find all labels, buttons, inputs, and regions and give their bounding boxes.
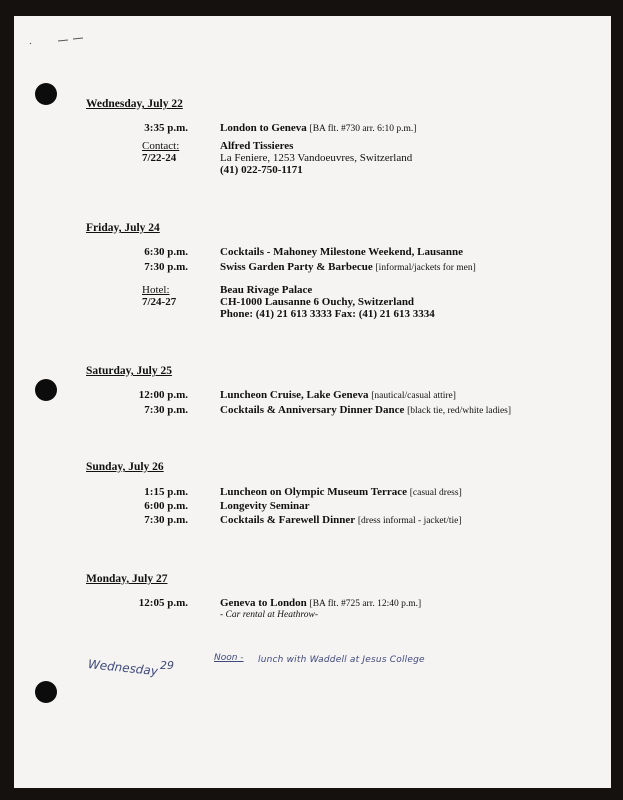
event-time: 7:30 p.m. <box>144 261 188 273</box>
event-time: 7:30 p.m. <box>144 514 188 526</box>
handwritten-note: lunch with Waddell at Jesus College <box>258 655 425 665</box>
contact-address: La Feniere, 1253 Vandoeuvres, Switzerland <box>220 152 413 164</box>
event-time: 6:00 p.m. <box>144 500 188 512</box>
contact-phone: (41) 022-750-1171 <box>220 164 303 176</box>
handwritten-date: 29 <box>160 659 174 672</box>
event-title: Cocktails & Anniversary Dinner Dance <box>220 404 405 416</box>
hotel-name: Beau Rivage Palace <box>220 284 313 296</box>
event-item <box>220 486 462 498</box>
event-note: [nautical/casual attire] <box>371 391 456 401</box>
event-time: 12:00 p.m. <box>138 389 188 401</box>
event-item <box>220 261 476 273</box>
document-page <box>14 16 611 788</box>
event-note: [dress informal - jacket/tie] <box>357 516 462 526</box>
event-title: Swiss Garden Party & Barbecue <box>220 261 373 273</box>
day-heading: Saturday, July 25 <box>86 365 172 377</box>
event-note: [black tie, red/white ladies] <box>407 406 512 416</box>
punch-hole <box>35 379 57 401</box>
event-item <box>220 514 462 526</box>
contact-label: Contact: <box>142 140 180 152</box>
event-note: [BA flt. #730 arr. 6:10 p.m.] <box>309 124 417 134</box>
event-time: 6:30 p.m. <box>144 246 188 258</box>
punch-hole <box>35 681 57 703</box>
punch-hole <box>35 83 57 105</box>
event-title: Geneva to London <box>220 597 307 609</box>
event-time: 3:35 p.m. <box>144 122 188 134</box>
event-title: Longevity Seminar <box>220 500 310 512</box>
hotel-address: CH-1000 Lausanne 6 Ouchy, Switzerland <box>220 296 415 308</box>
event-item <box>220 404 511 416</box>
event-title: London to Geneva <box>220 122 307 134</box>
event-title: Luncheon on Olympic Museum Terrace <box>220 486 408 498</box>
event-note: [informal/jackets for men] <box>375 263 476 273</box>
event-item <box>220 389 456 401</box>
day-heading: Friday, July 24 <box>86 222 160 234</box>
event-item <box>220 122 416 134</box>
event-subnote: - Car rental at Heathrow- <box>220 610 318 620</box>
contact-name: Alfred Tissieres <box>220 140 294 152</box>
event-title: Luncheon Cruise, Lake Geneva <box>220 389 369 401</box>
event-title: Cocktails - Mahoney Milestone Weekend, Lausanne <box>220 246 464 258</box>
event-note: [BA flt. #725 arr. 12:40 p.m.] <box>309 599 422 609</box>
event-time: 7:30 p.m. <box>144 404 188 416</box>
event-item <box>220 597 421 609</box>
hotel-dates: 7/24-27 <box>142 296 177 308</box>
pen-mark-icon <box>28 34 88 48</box>
event-title: Cocktails & Farewell Dinner <box>220 514 356 526</box>
day-heading: Wednesday, July 22 <box>86 98 183 110</box>
event-note: [casual dress] <box>409 488 462 498</box>
event-time: 12:05 p.m. <box>138 597 188 609</box>
handwritten-label: Noon - <box>214 653 244 663</box>
contact-dates: 7/22-24 <box>142 152 177 164</box>
event-time: 1:15 p.m. <box>144 486 188 498</box>
handwritten-day: Wednesday <box>87 657 159 679</box>
day-heading: Monday, July 27 <box>86 573 168 585</box>
hotel-phone: Phone: (41) 21 613 3333 Fax: (41) 21 613 3334 <box>220 308 435 320</box>
day-heading: Sunday, July 26 <box>86 461 164 473</box>
hotel-label: Hotel: <box>142 284 170 296</box>
